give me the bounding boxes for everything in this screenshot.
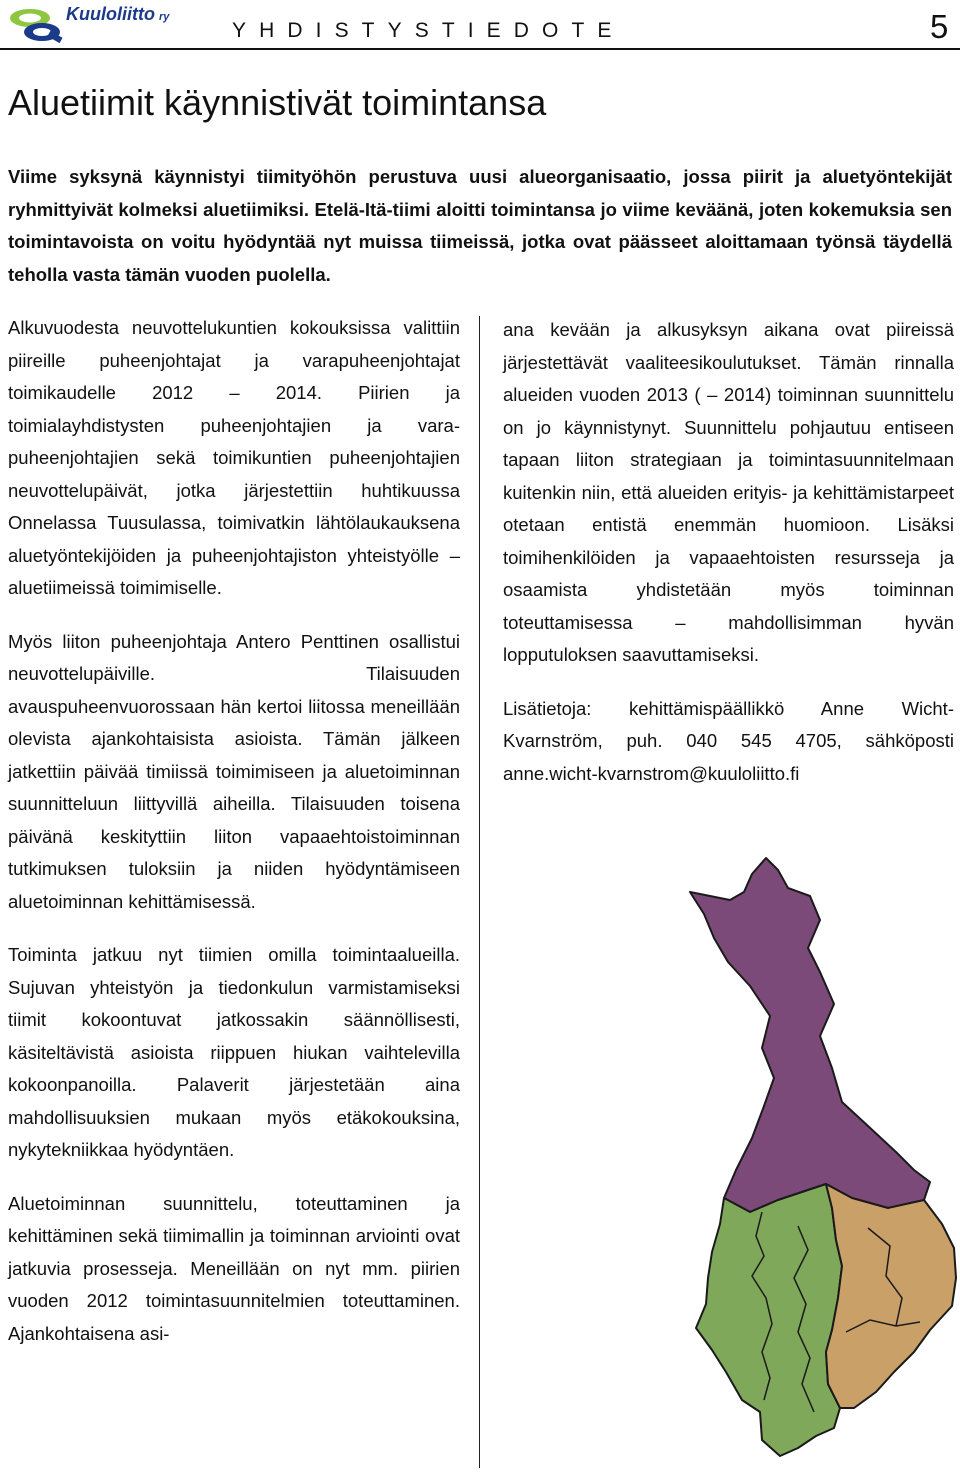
org-suffix: ry [158,11,170,23]
org-name-text: Kuuloliitto [66,4,155,24]
left-column [8,312,460,1371]
finland-region-map [670,852,960,1462]
left-paragraph: Myös liiton puheenjohtaja Antero Penttinen osallistui neuvottelupäiville. Tilaisuuden avauspuheenvuorossaan hän kertoi liitossa meneillään olevista ajankohtaisista asioista. Tämän jälkeen jatkettiin päivää timiissä toimimiseen ja aluetoiminnan suunnitteluun liittyvillä aiheilla. Tilaisuuden toisena päivänä keskityttiin liiton vapaaehtoistoiminnan tutkimuksen tuloksiin ja niiden hyödyntämiseen aluetoiminnan kehittämisessä. [8,630,460,912]
kuuloliitto-logo [8,4,208,44]
column-divider [479,316,480,1468]
left-paragraph: Toiminta jatkuu nyt tiimien omilla toimintaalueilla. Sujuvan yhteistyön ja tiedonkulun varmistamiseksi tiimit kokoontuvat jatkossakin säännöllisesti, käsiteltävistä asioista riippuen hiukan vaihtelevilla kokoonpanoilla. Palaverit järjestetään aina mahdollisuuksien mukaan myös etäkokouksina, nykytekniikkaa hyödyntäen. [8,944,460,1160]
publication-title: YHDISTYSTIEDOTE [232,19,625,42]
left-paragraph: Alkuvuodesta neuvottelukuntien kokouksissa valittiin piireille puheenjohtajat ja varapuheenjohtajat toimikaudelle 2012 – 2014. Piirien ja toimialayhdistysten puheenjohtajien ja varapuheenjohtajien sekä toimikuntien puheenjohtajien neuvottelupäivät, jotka järjestettiin huhtikuussa Onnelassa Tuusulassa, toimivatkin lähtölaukauksena aluetyöntekijöiden ja puheenjohtajiston yhteistyölle – aluetiimeissä toimimiselle. [8,317,460,598]
page-number: 5 [930,8,949,45]
kuuloliitto-logo-icon [8,4,64,44]
left-paragraph: Aluetoiminnan suunnittelu, toteuttaminen ja kehittäminen sekä tiimimallin ja toiminnan arviointi ovat jatkuvia prosesseja. Meneillään on nyt mm. piirien vuoden 2012 toimintasuunnitelmien toteuttaminen. Ajankohtaisena asi- [8,1192,460,1344]
right-paragraph: ana kevään ja alkusyksyn aikana ovat piireissä järjestettävät vaaliteesikoulutukset. Tämän rinnalla alueiden vuoden 2013 ( – 2014) toiminnan suunnittelu on jo käynnistynyt. Suunnittelu pohjautuu entiseen tapaan liiton strategiaan ja toimintasuunnitelmaan kuitenkin niin, että alueiden erityis- ja kehittämistarpeet otetaan entistä enemmän huomioon. Lisäksi toimihenkilöiden ja vapaaehtoisten resursseja ja osaamista yhdistetään myös toiminnan toteuttamisessa – mahdollisimman hyvän lopputuloksen saavuttamiseksi. [503,319,954,665]
contact-info: Lisätietoja: kehittämispäällikkö Anne Wicht-Kvarnström, puh. 040 545 4705, sähköposti anne.wicht-kvarnstrom@kuuloliitto.fi [503,697,954,784]
header-divider [0,48,960,50]
right-column [503,314,954,811]
map-region-west [696,1184,842,1456]
article-title: Aluetiimit käynnistivät toimintansa [8,82,547,123]
map-region-south-east [826,1184,956,1408]
map-region-north [690,858,930,1212]
org-name [66,4,169,25]
article-lead: Viime syksynä käynnistyi tiimityöhön perustuva uusi alueorganisaatio, jossa piirit ja aluetyöntekijät ryhmittyivät kolmeksi aluetiimiksi. Etelä-Itä-tiimi aloitti toimintansa jo viime keväänä, joten kokemuksia sen toimintavoista on voitu hyödyntää nyt muissa tiimeissä, jotka ovat päässeet aloittamaan työnsä täydellä teholla vasta tämän vuoden puolella. [8,166,952,285]
